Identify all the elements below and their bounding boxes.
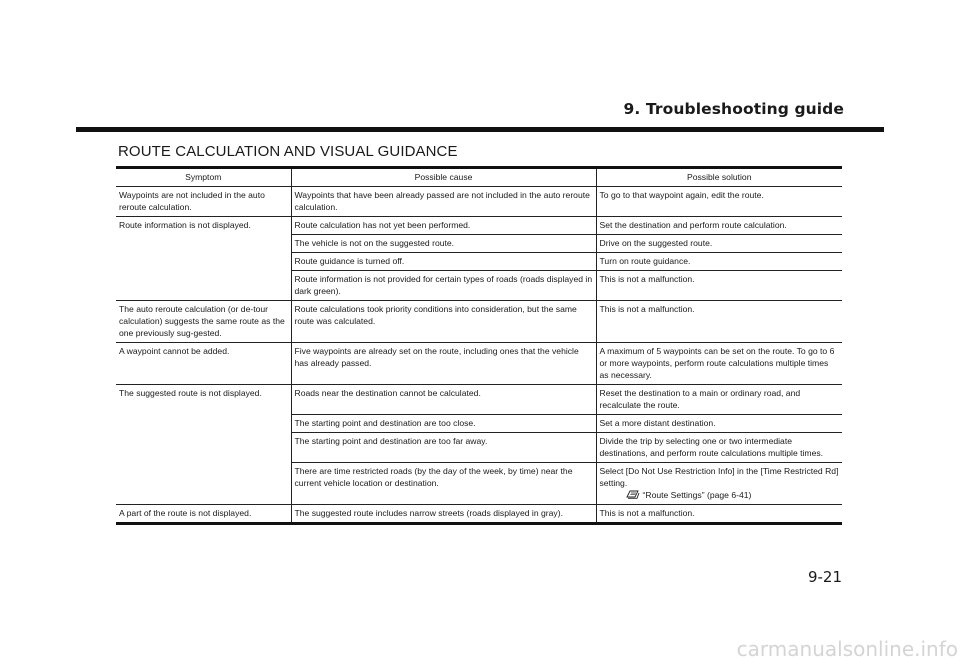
table-row [116, 301, 842, 343]
solution-cell: Turn on route guidance. [596, 253, 842, 271]
symptom-cell [116, 271, 291, 301]
solution-cell: To go to that waypoint again, edit the route. [596, 187, 842, 217]
table-row [116, 385, 842, 415]
symptom-cell [116, 463, 291, 505]
cause-cell: Route information is not provided for certain types of roads (roads displayed in dark green). [291, 271, 596, 301]
cause-cell: Roads near the destination cannot be calculated. [291, 385, 596, 415]
reference-link-text: “Route Settings” (page 6-41) [642, 490, 752, 500]
symptom-cell: Route information is not displayed. [116, 217, 291, 235]
cause-cell: The starting point and destination are too close. [291, 415, 596, 433]
table-row [116, 253, 842, 271]
table-row [116, 415, 842, 433]
cause-cell: Route calculation has not yet been performed. [291, 217, 596, 235]
symptom-cell: The auto reroute calculation (or de-tour calculation) suggests the same route as the one previously sug-gested. [116, 301, 291, 343]
table-row [116, 187, 842, 217]
solution-cell: This is not a malfunction. [596, 301, 842, 343]
column-header-symptom: Symptom [116, 169, 291, 187]
symptom-cell: A waypoint cannot be added. [116, 343, 291, 385]
symptom-cell: A part of the route is not displayed. [116, 505, 291, 523]
cause-cell: The suggested route includes narrow streets (roads displayed in gray). [291, 505, 596, 523]
symptom-cell: The suggested route is not displayed. [116, 385, 291, 415]
table-row [116, 343, 842, 385]
table-header-row [116, 169, 842, 187]
table-row [116, 433, 842, 463]
cause-cell: The starting point and destination are too far away. [291, 433, 596, 463]
cause-cell: Five waypoints are already set on the route, including ones that the vehicle has already passed. [291, 343, 596, 385]
table-row [116, 271, 842, 301]
solution-cell: Drive on the suggested route. [596, 235, 842, 253]
symptom-cell [116, 235, 291, 253]
solution-cell: A maximum of 5 waypoints can be set on the route. To go to 6 or more waypoints, perform route calculations multiple times as necessary. [596, 343, 842, 385]
chapter-divider [76, 127, 884, 132]
solution-cell: Divide the trip by selecting one or two intermediate destinations, and perform route calculations multiple times. [596, 433, 842, 463]
symptom-cell [116, 415, 291, 433]
cause-cell: Waypoints that have been already passed are not included in the auto reroute calculation. [291, 187, 596, 217]
solution-text: Select [Do Not Use Restriction Info] in the [Time Restricted Rd] setting. [599, 466, 839, 488]
table-row [116, 217, 842, 235]
solution-cell: Reset the destination to a main or ordinary road, and recalculate the route. [596, 385, 842, 415]
watermark: carmanualsonline.info [736, 637, 958, 661]
page-number: 9-21 [807, 568, 842, 586]
cause-cell: There are time restricted roads (by the day of the week, by time) near the current vehicle location or destination. [291, 463, 596, 505]
chapter-title: 9. Troubleshooting guide [623, 100, 844, 118]
symptom-cell [116, 253, 291, 271]
solution-cell: Set a more distant destination. [596, 415, 842, 433]
book-reference-icon [626, 490, 640, 499]
table-row [116, 505, 842, 523]
symptom-cell: Waypoints are not included in the auto reroute calculation. [116, 187, 291, 217]
cause-cell: The vehicle is not on the suggested route. [291, 235, 596, 253]
cause-cell: Route calculations took priority conditions into consideration, but the same route was calculated. [291, 301, 596, 343]
solution-cell: This is not a malfunction. [596, 505, 842, 523]
cause-cell: Route guidance is turned off. [291, 253, 596, 271]
table-row [116, 463, 842, 505]
symptom-cell [116, 433, 291, 463]
section-heading: ROUTE CALCULATION AND VISUAL GUIDANCE [118, 143, 458, 160]
solution-cell: Set the destination and perform route calculation. [596, 217, 842, 235]
solution-cell [596, 463, 842, 505]
cross-reference [600, 489, 840, 501]
solution-cell: This is not a malfunction. [596, 271, 842, 301]
table-row [116, 235, 842, 253]
column-header-cause: Possible cause [291, 169, 596, 187]
column-header-solution: Possible solution [596, 169, 842, 187]
troubleshooting-table [116, 166, 842, 525]
